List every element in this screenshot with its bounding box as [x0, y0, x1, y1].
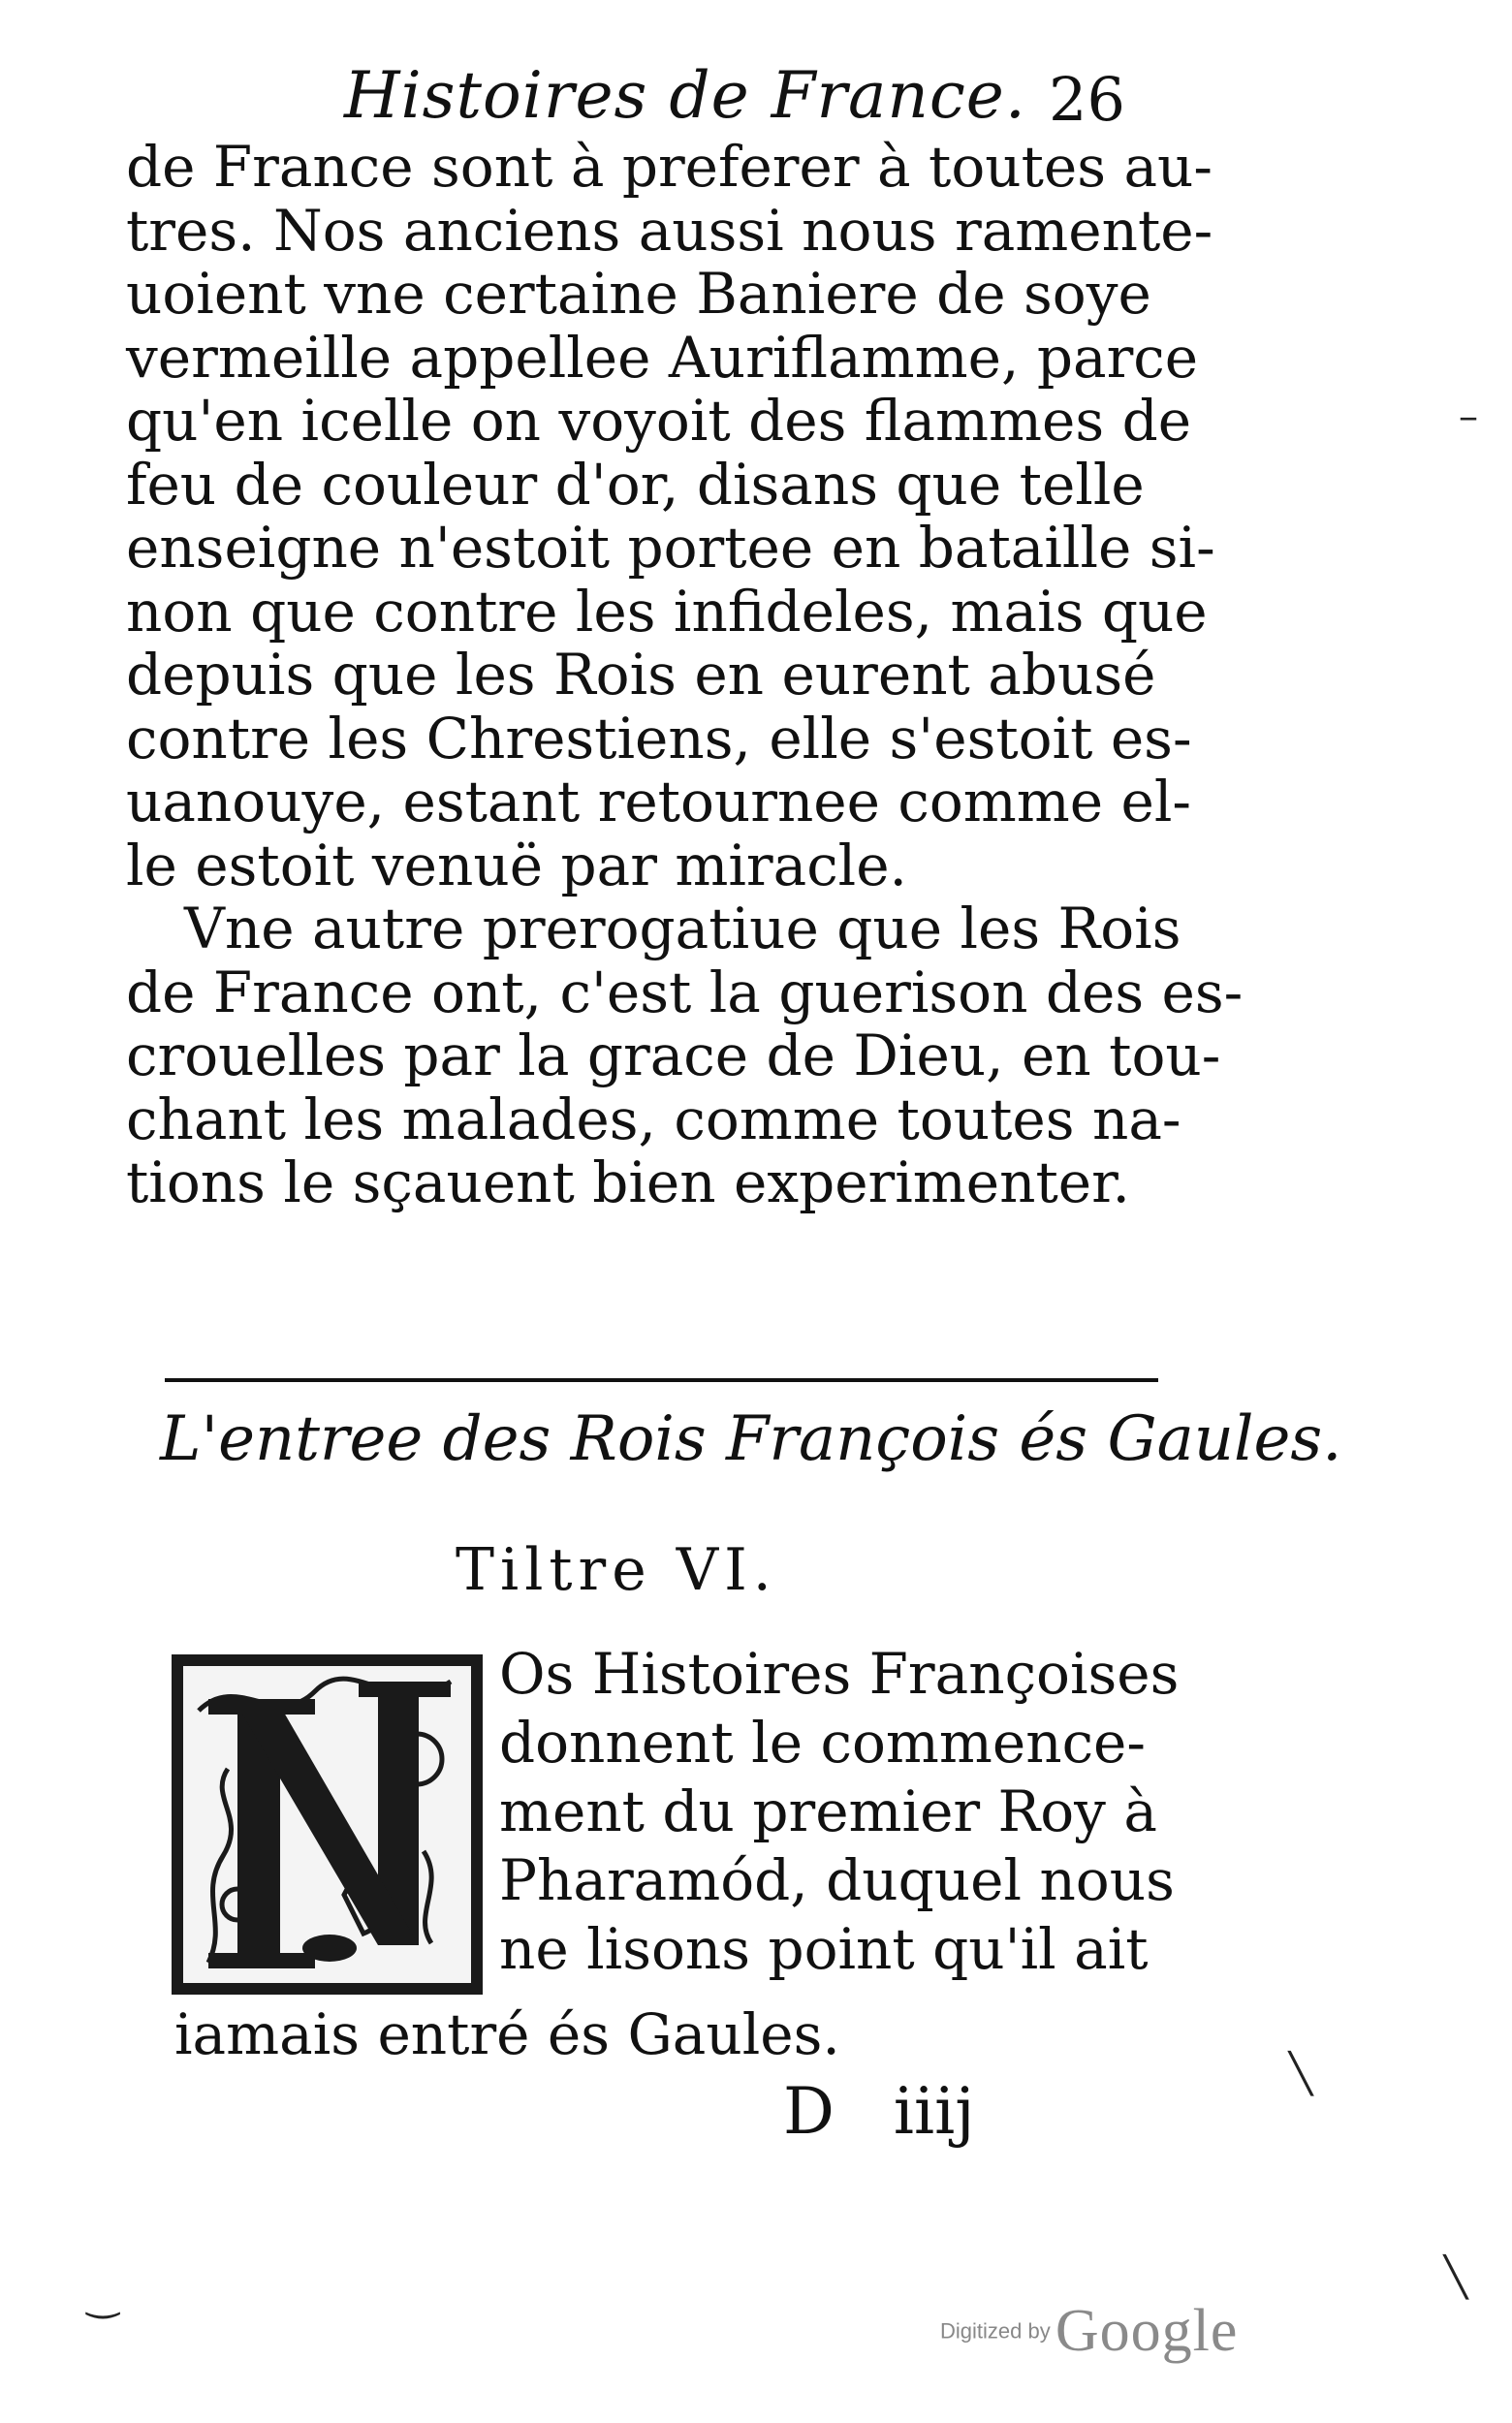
decorated-initial-n [170, 1652, 485, 1997]
text-line: de France ont, c'est la guerison des es- [126, 959, 1244, 1025]
text-line: vermeille appellee Auriflamme, parce [126, 324, 1199, 391]
text-line: depuis que les Rois en eurent abusé [126, 642, 1156, 708]
signature-letter: D [783, 2074, 835, 2149]
text-line: ne lisons point qu'il ait [499, 1916, 1149, 1982]
text-line: contre les Chrestiens, elle s'estoit es- [126, 705, 1192, 771]
text-line: ment du premier Roy à [499, 1778, 1157, 1844]
paragraph-start-line: Vne autre prerogatiue que les Rois [184, 896, 1181, 961]
text-line: qu'en icelle on voyoit des flammes de [126, 388, 1192, 454]
signature-number: iiij [893, 2074, 975, 2149]
running-title: Histoires de France. [344, 58, 1026, 133]
text-line: le estoit venuë par miracle. [126, 832, 907, 898]
page-number: 26 [1049, 64, 1125, 135]
text-line: de France sont à preferer à toutes au- [126, 134, 1213, 200]
text-line: donnent le commence- [499, 1710, 1146, 1776]
section-heading: L'entree des Rois François és Gaules. [160, 1403, 1342, 1475]
initial-paragraph [499, 1640, 1179, 1984]
text-line: uanouye, estant retournee comme el- [126, 769, 1192, 834]
text-line: uoient vne certaine Baniere de soye [126, 261, 1151, 327]
scan-speck: ╲ [1289, 2052, 1313, 2096]
scan-speck: ╲ [1444, 2255, 1468, 2300]
text-line: non que contre les infideles, mais que [126, 578, 1208, 645]
text-line: iamais entré és Gaules. [174, 2001, 840, 2067]
signature-mark [783, 2074, 975, 2149]
text-line: chant les malades, comme toutes na- [126, 1086, 1181, 1152]
body-text [126, 134, 1244, 1215]
digitized-watermark [940, 2297, 1238, 2366]
text-line: Pharamód, duquel nous [499, 1847, 1175, 1913]
scan-speck: ‿ [87, 2275, 119, 2319]
text-line: Os Histoires Françoises [499, 1641, 1180, 1707]
text-line: tres. Nos anciens aussi nous ramente- [126, 197, 1213, 264]
watermark-prefix: Digitized by [940, 2318, 1051, 2344]
text-line: tions le sçauent bien experimenter. [126, 1149, 1130, 1215]
section-divider-rule [165, 1378, 1158, 1382]
text-line: enseigne n'estoit portee en bataille si- [126, 515, 1215, 581]
section-title: Tiltre VI. [456, 1536, 777, 1604]
google-logo: Google [1055, 2298, 1239, 2364]
scan-speck: – [1459, 394, 1478, 439]
text-line: feu de couleur d'or, disans que telle [126, 451, 1145, 518]
text-line: crouelles par la grace de Dieu, en tou- [126, 1023, 1221, 1088]
